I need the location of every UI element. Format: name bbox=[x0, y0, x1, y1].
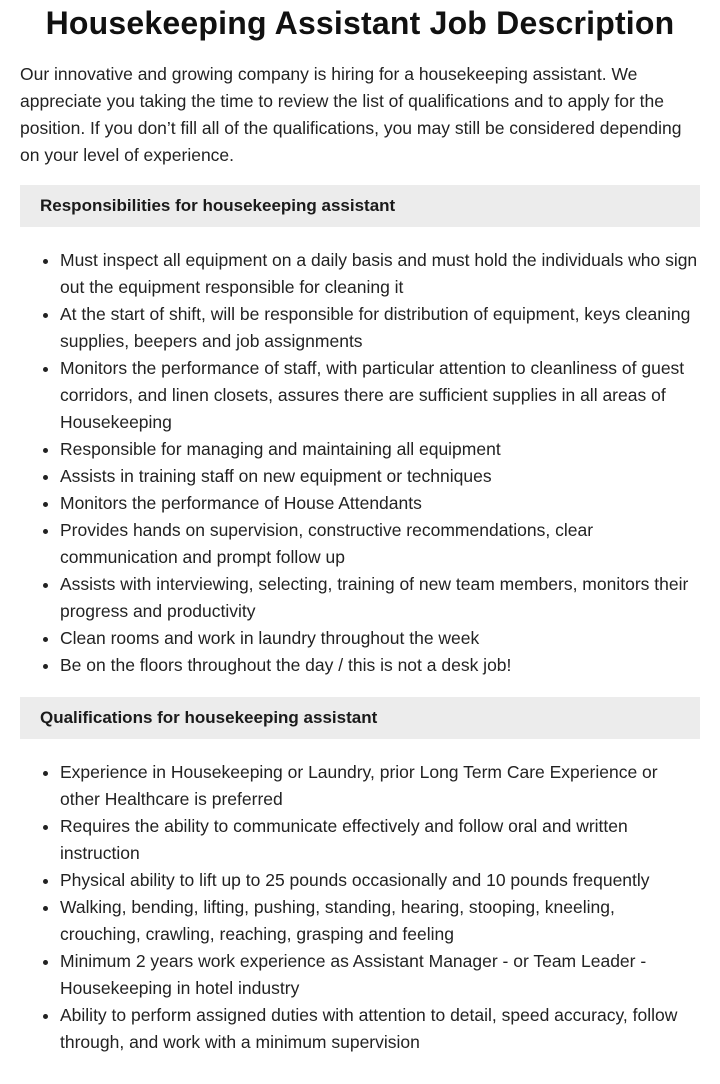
list-item: • Monitors the performance of House Attendants bbox=[60, 490, 700, 517]
list-item: • Experience in Housekeeping or Laundry, prior Long Term Care Experience or other Healthcare is preferred bbox=[60, 759, 700, 813]
list-item: • Requires the ability to communicate effectively and follow oral and written instruction bbox=[60, 813, 700, 867]
responsibilities-list bbox=[20, 247, 700, 679]
list-item: • Responsible for managing and maintaining all equipment bbox=[60, 436, 700, 463]
list-item: • Ability to perform assigned duties with attention to detail, speed accuracy, follow through, and work with a minimum supervision bbox=[60, 1002, 700, 1056]
page-title: Housekeeping Assistant Job Description bbox=[45, 5, 675, 41]
list-item: • Minimum 2 years work experience as Assistant Manager - or Team Leader - Housekeeping in hotel industry bbox=[60, 948, 700, 1002]
list-item: • Monitors the performance of staff, with particular attention to cleanliness of guest corridors, and linen closets, assures there are sufficient supplies in all areas of Housekeeping bbox=[60, 355, 700, 436]
qualifications-heading: Qualifications for housekeeping assistant bbox=[20, 697, 700, 739]
list-item: • Assists in training staff on new equipment or techniques bbox=[60, 463, 700, 490]
list-item: • Assists with interviewing, selecting, training of new team members, monitors their progress and productivity bbox=[60, 571, 700, 625]
list-item: • Be on the floors throughout the day / this is not a desk job! bbox=[60, 652, 700, 679]
intro-paragraph: Our innovative and growing company is hiring for a housekeeping assistant. We appreciate you taking the time to review the list of qualifications and to apply for the position. If you don’t fill all of the qualifications, you may still be considered depending on your level of experience. bbox=[20, 64, 682, 165]
qualifications-list bbox=[20, 759, 700, 1056]
list-item: • Walking, bending, lifting, pushing, standing, hearing, stooping, kneeling, crouching, crawling, reaching, grasping and feeling bbox=[60, 894, 700, 948]
list-item: • At the start of shift, will be responsible for distribution of equipment, keys cleaning supplies, beepers and job assignments bbox=[60, 301, 700, 355]
list-item: • Clean rooms and work in laundry throughout the week bbox=[60, 625, 700, 652]
responsibilities-heading: Responsibilities for housekeeping assistant bbox=[20, 185, 700, 227]
list-item: • Provides hands on supervision, constructive recommendations, clear communication and prompt follow up bbox=[60, 517, 700, 571]
list-item: • Must inspect all equipment on a daily basis and must hold the individuals who sign out the equipment responsible for cleaning it bbox=[60, 247, 700, 301]
list-item: • Physical ability to lift up to 25 pounds occasionally and 10 pounds frequently bbox=[60, 867, 700, 894]
